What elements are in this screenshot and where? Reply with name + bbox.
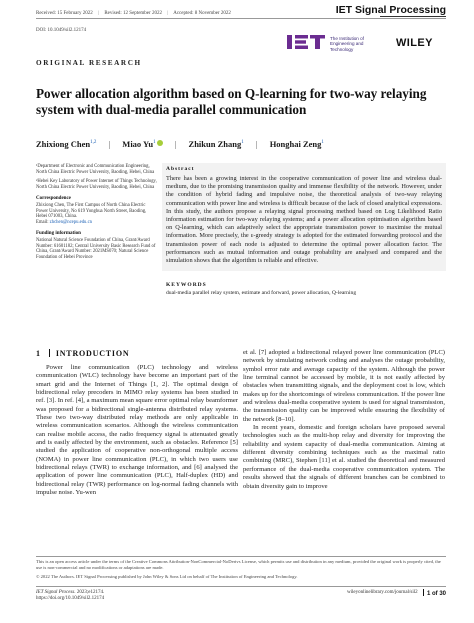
journal-site-link[interactable]: wileyonlinelibrary.com/journal/sil2 xyxy=(347,590,418,595)
email-link[interactable]: zhchen@ncepu.edu.cn xyxy=(49,219,92,225)
header-rule xyxy=(380,16,446,17)
orcid-icon[interactable] xyxy=(157,140,163,146)
article-dates xyxy=(36,11,235,16)
doi-link[interactable]: DOI: 10.1049/sil2.12174 xyxy=(36,28,87,33)
footer-doi-link[interactable]: https://doi.org/10.1049/sil2.12174 xyxy=(36,596,105,602)
author-separator: | xyxy=(108,139,111,149)
body-column-left xyxy=(36,364,238,498)
article-type: ORIGINAL RESEARCH xyxy=(36,59,142,67)
author-name: Zhixiong Chen xyxy=(36,139,91,149)
header-divider xyxy=(36,18,446,19)
keywords-text: dual‐media parallel relay system, estimate and forward, power allocation, Q‐learning xyxy=(166,290,357,296)
section-title: INTRODUCTION xyxy=(55,349,130,358)
author-name: Miao Yu xyxy=(122,139,154,149)
page-header xyxy=(0,0,474,26)
email-label: Email: xyxy=(36,219,49,225)
footer-divider xyxy=(36,586,446,587)
sidebar-metadata xyxy=(36,164,158,260)
author[interactable] xyxy=(189,139,244,149)
paper-title: Power allocation algorithm based on Q‐learning for two‐way relaying system with dual‐media parallel communication xyxy=(36,86,427,117)
keywords-label: KEYWORDS xyxy=(166,282,207,288)
abstract-text: There has been a growing interest in the cooperative communication of power line and wireless dual‐medium, due to the promising transmission quality and immense flexibility of the network. However, under the condition of hybrid fading and impulsive noise, the theoretical analysis of two‐way relaying communication with power line and wireless is difficult because of the lack of closed analytical expressions. In this study, the authors propose a relaying signal processing method based on Log Likelihood Ratio information estimation for two‐way relaying systems; and a power allocation optimisation algorithm based on Q‐learning, which can adaptively select the appropriate transmission power to maximise the mutual information. More precisely, the ε‐greedy strategy is adopted for the estimated forwarding protocol and the transmission power of each node is adjusted to determine the optimal power allocation factor. The performances such as mutual information and outage probability are analysed and compared and the simulation shows that the algorithm is reliable and effective. xyxy=(166,175,442,265)
author-list xyxy=(36,139,324,149)
abstract-label: Abstract xyxy=(166,166,195,172)
journal-volume: 2023;e12174. xyxy=(75,590,105,595)
author-affiliation-mark: 1,2 xyxy=(90,140,97,146)
author-affiliation-mark: 1 xyxy=(321,140,324,146)
body-column-right xyxy=(243,349,445,491)
footnote-divider xyxy=(36,556,446,557)
journal-reference xyxy=(36,590,104,602)
journal-name: IET Signal Processing xyxy=(335,4,446,16)
affiliation: ¹Department of Electronic and Communication Engineering, North China Electric Power University, Baoding, Hebei, China xyxy=(36,164,155,175)
page-label: 1 of 30 xyxy=(426,591,446,597)
funding-text: National Natural Science Foundation of China, Grant/Award Number: 61601182; Central University Basic Research Fund of China, Grant/Award Number: 2021MS070; Natural Science Foundation of Hebei Province xyxy=(36,237,156,260)
body-paragraph: In recent years, domestic and foreign scholars have proposed several technologies such as the multi‐hop relay and diversity for improving the reliability and system capacity of dual‐media communication. Aiming at different diversity combining techniques such as the maximal ratio combining (MRC), Stephen [11] et al. studied the theoretical and measured performance of the dual‐media cooperative communication system. The results showed that the signals of different branches can be combined to obtain diversity gain to improve xyxy=(243,424,445,490)
page-divider xyxy=(423,589,424,596)
author[interactable] xyxy=(122,139,162,149)
correspondence-heading: Correspondence xyxy=(36,196,71,202)
iet-logo-text xyxy=(330,36,386,52)
correspondence-text: Zhixiong Chen, The First Campus of North China Electric Power University, No 619 Yonghua North Street, Baoding, Hebei 071003, China. xyxy=(36,202,147,220)
date-separator: | xyxy=(98,11,100,16)
funding-heading: Funding information xyxy=(36,231,81,237)
author-separator: | xyxy=(255,139,258,149)
iet-logo-icon xyxy=(287,33,327,51)
section-number: 1 xyxy=(36,349,41,358)
author-affiliation-mark: 1 xyxy=(153,140,156,146)
author-name: Zhikun Zhang xyxy=(188,139,242,149)
received-date: Received: 15 February 2022 xyxy=(36,11,93,16)
author-separator: | xyxy=(174,139,177,149)
copyright-text: © 2022 The Authors. IET Signal Processing published by John Wiley & Sons Ltd on behalf of The Institution of Engineering and Technology. xyxy=(36,573,298,579)
license-footnote xyxy=(36,559,446,579)
section-divider xyxy=(49,349,50,357)
author[interactable] xyxy=(270,139,324,149)
license-text: This is an open access article under the terms of the Creative Commons Attribution‐NonCommercial‐NoDerivs License, which permits use and distribution in any medium, provided the original work is properly cited, the use is non‐commercial and no modifications or adaptations are made. xyxy=(36,559,441,570)
page-number xyxy=(423,589,446,597)
body-paragraph: Power line communication (PLC) technology and wireless communication (WLC) technology have become an important part of the smart grid and the Internet of Things [1, 2]. The optimal design of bidirectional relay precoders in MIMO relay systems has been studied in ref. [3]. In ref. [4], a maximum mean square error optimal relay beamformer was proposed for a bidirectional single‐antenna distributed relay systems. These two two‐way distributed relay methods are only applicable in wireless communication scenarios. Although the wireless communication can realise mobile access, the radio frequency signal is attenuated greatly and is easily affected by the environment, such as obstacles. Reference [5] studied the application of cooperative non‐orthogonal multiple access (NOMA) in power line communication (PLC), in which two users use bidirectional relays (TWR) to exchange information, and [6] analysed the application of power line communication (PLC), Half‐duplex (HD) and bidirectional relay (TWR) performance on log‐normal fading channels with impulse noise. Yu‐wen xyxy=(36,364,238,497)
author-name: Honghai Zeng xyxy=(269,139,322,149)
author-affiliation-mark: 1 xyxy=(241,140,244,146)
revised-date: Revised: 12 September 2022 xyxy=(104,11,162,16)
author[interactable] xyxy=(36,139,96,149)
affiliation: ²Hebei Key Laboratory of Power Internet of Things Technology, North China Electric Power University, Baoding, Hebei, China xyxy=(36,179,157,190)
section-heading xyxy=(36,349,129,358)
accepted-date: Accepted: 8 November 2022 xyxy=(173,11,231,16)
iet-logo-line: Engineering and Technology xyxy=(330,41,364,52)
iet-logo-line: The Institution of xyxy=(330,36,364,41)
body-paragraph: et al. [7] adopted a bidirectional relayed power line communication (PLC) network by simulating network coding and analyses the outage probability, symbol error rate and average capacity of the system. Although the power line terminal cannot be accessed by mobile, it is not easily affected by obstacles when transmitting signals, and the deployment cost is low, which makes up for the shortcomings of wireless communication. If the power line and wireless dual‐media cooperative system is used for signal transmission, the transmission quality can be improved while ensuring the flexibility of the network [8–10]. xyxy=(243,349,445,423)
date-separator: | xyxy=(167,11,169,16)
wiley-logo: WILEY xyxy=(396,37,433,49)
journal-abbrev: IET Signal Process. xyxy=(36,590,76,595)
